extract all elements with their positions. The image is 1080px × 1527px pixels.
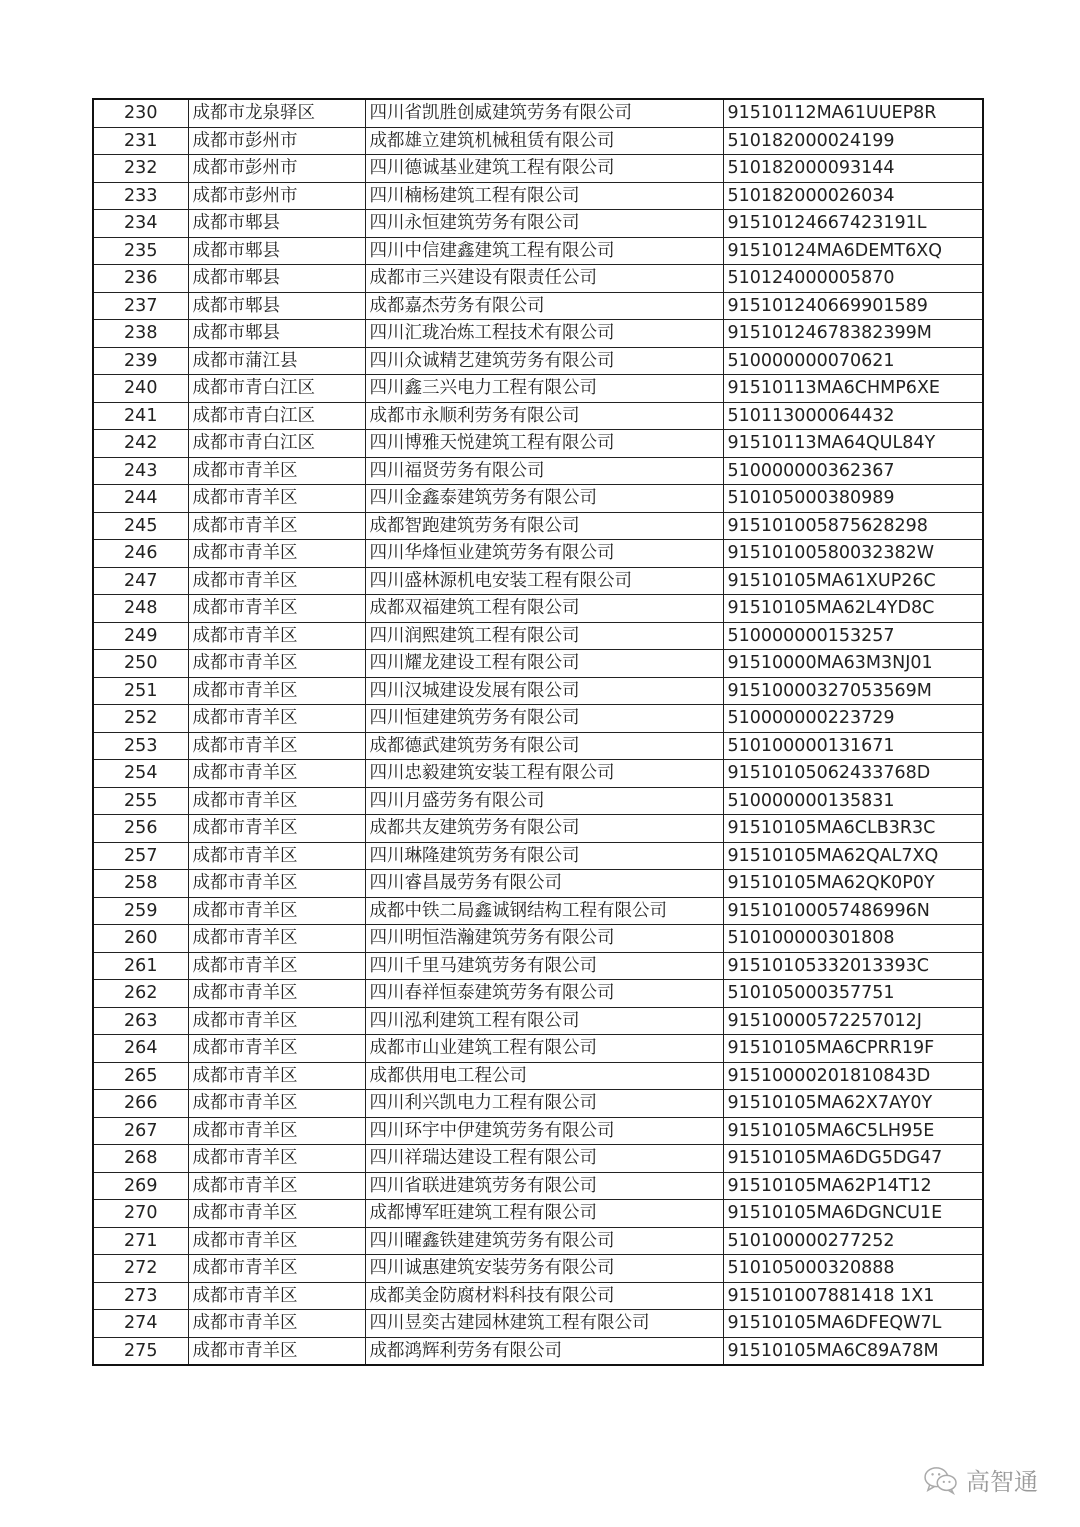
row-number-cell: 245 (93, 512, 188, 540)
table-row (93, 1035, 983, 1063)
company-name-cell: 四川曜鑫铁建建筑劳务有限公司 (365, 1227, 723, 1255)
table-row (93, 347, 983, 375)
row-number-cell: 264 (93, 1035, 188, 1063)
district-cell: 成都市青羊区 (188, 622, 365, 650)
table-row (93, 705, 983, 733)
table-row (93, 127, 983, 155)
company-name-cell: 成都博军旺建筑工程有限公司 (365, 1200, 723, 1228)
table-body (93, 99, 983, 1365)
company-name-cell: 四川润熙建筑工程有限公司 (365, 622, 723, 650)
row-number-cell: 260 (93, 925, 188, 953)
company-name-cell: 四川忠毅建筑安装工程有限公司 (365, 760, 723, 788)
table-row (93, 732, 983, 760)
district-cell: 成都市青羊区 (188, 540, 365, 568)
row-number-cell: 242 (93, 430, 188, 458)
company-name-cell: 四川省联进建筑劳务有限公司 (365, 1172, 723, 1200)
company-name-cell: 成都中铁二局鑫诚钢结构工程有限公司 (365, 897, 723, 925)
table-row (93, 1255, 983, 1283)
company-name-cell: 四川华烽恒业建筑劳务有限公司 (365, 540, 723, 568)
credit-code-cell: 91510105MA6C5LH95E (723, 1117, 983, 1145)
table-row (93, 952, 983, 980)
row-number-cell: 238 (93, 320, 188, 348)
credit-code-cell: 510000000135831 (723, 787, 983, 815)
row-number-cell: 259 (93, 897, 188, 925)
table-row (93, 210, 983, 238)
company-list-table (92, 98, 984, 1366)
company-name-cell: 四川汉城建设发展有限公司 (365, 677, 723, 705)
district-cell: 成都市青羊区 (188, 842, 365, 870)
district-cell: 成都市青羊区 (188, 1172, 365, 1200)
table-row (93, 595, 983, 623)
credit-code-cell: 91510105MA6C89A78M (723, 1337, 983, 1365)
company-name-cell: 四川春祥恒泰建筑劳务有限公司 (365, 980, 723, 1008)
district-cell: 成都市青羊区 (188, 595, 365, 623)
table-row (93, 1117, 983, 1145)
company-name-cell: 四川博雅天悦建筑工程有限公司 (365, 430, 723, 458)
table-row (93, 430, 983, 458)
district-cell: 成都市彭州市 (188, 182, 365, 210)
district-cell: 成都市青羊区 (188, 1117, 365, 1145)
table-row (93, 292, 983, 320)
company-name-cell: 成都供用电工程公司 (365, 1062, 723, 1090)
district-cell: 成都市青羊区 (188, 677, 365, 705)
district-cell: 成都市青羊区 (188, 512, 365, 540)
district-cell: 成都市青羊区 (188, 567, 365, 595)
credit-code-cell: 91510113MA64QUL84Y (723, 430, 983, 458)
company-name-cell: 四川利兴凯电力工程有限公司 (365, 1090, 723, 1118)
table-row (93, 622, 983, 650)
credit-code-cell: 91510105MA6CPRR19F (723, 1035, 983, 1063)
company-name-cell: 四川中信建鑫建筑工程有限公司 (365, 237, 723, 265)
credit-code-cell: 91510112MA61UUEP8R (723, 99, 983, 127)
district-cell: 成都市青羊区 (188, 1035, 365, 1063)
company-name-cell: 成都雄立建筑机械租赁有限公司 (365, 127, 723, 155)
row-number-cell: 247 (93, 567, 188, 595)
credit-code-cell: 510113000064432 (723, 402, 983, 430)
district-cell: 成都市郫县 (188, 237, 365, 265)
company-name-cell: 成都市三兴建设有限责任公司 (365, 265, 723, 293)
district-cell: 成都市青羊区 (188, 1310, 365, 1338)
district-cell: 成都市蒲江县 (188, 347, 365, 375)
company-name-cell: 四川耀龙建设工程有限公司 (365, 650, 723, 678)
row-number-cell: 246 (93, 540, 188, 568)
row-number-cell: 232 (93, 155, 188, 183)
credit-code-cell: 510105000357751 (723, 980, 983, 1008)
table-row (93, 842, 983, 870)
district-cell: 成都市彭州市 (188, 155, 365, 183)
row-number-cell: 244 (93, 485, 188, 513)
row-number-cell: 231 (93, 127, 188, 155)
district-cell: 成都市青白江区 (188, 375, 365, 403)
company-name-cell: 四川盛林源机电安装工程有限公司 (365, 567, 723, 595)
company-name-cell: 四川昱奕古建园林建筑工程有限公司 (365, 1310, 723, 1338)
credit-code-cell: 91510124667423191L (723, 210, 983, 238)
credit-code-cell: 91510105MA6DG5DG47 (723, 1145, 983, 1173)
credit-code-cell: 91510124678382399M (723, 320, 983, 348)
credit-code-cell: 91510100057486996N (723, 897, 983, 925)
credit-code-cell: 91510105332013393C (723, 952, 983, 980)
district-cell: 成都市青羊区 (188, 732, 365, 760)
row-number-cell: 255 (93, 787, 188, 815)
company-name-cell: 成都智跑建筑劳务有限公司 (365, 512, 723, 540)
table-row (93, 897, 983, 925)
row-number-cell: 236 (93, 265, 188, 293)
table-row (93, 787, 983, 815)
row-number-cell: 270 (93, 1200, 188, 1228)
district-cell: 成都市青羊区 (188, 870, 365, 898)
district-cell: 成都市青羊区 (188, 457, 365, 485)
credit-code-cell: 510000000153257 (723, 622, 983, 650)
district-cell: 成都市青羊区 (188, 980, 365, 1008)
company-name-cell: 四川楠杨建筑工程有限公司 (365, 182, 723, 210)
row-number-cell: 252 (93, 705, 188, 733)
table-row (93, 1090, 983, 1118)
table-row (93, 1062, 983, 1090)
row-number-cell: 265 (93, 1062, 188, 1090)
row-number-cell: 263 (93, 1007, 188, 1035)
credit-code-cell: 510182000024199 (723, 127, 983, 155)
credit-code-cell: 91510105MA62QK0P0Y (723, 870, 983, 898)
company-name-cell: 成都市山业建筑工程有限公司 (365, 1035, 723, 1063)
row-number-cell: 233 (93, 182, 188, 210)
credit-code-cell: 91510000201810843D (723, 1062, 983, 1090)
row-number-cell: 256 (93, 815, 188, 843)
row-number-cell: 237 (93, 292, 188, 320)
row-number-cell: 275 (93, 1337, 188, 1365)
district-cell: 成都市青羊区 (188, 705, 365, 733)
district-cell: 成都市郫县 (188, 265, 365, 293)
table-row (93, 1337, 983, 1365)
table-row (93, 1172, 983, 1200)
company-name-cell: 成都双福建筑工程有限公司 (365, 595, 723, 623)
company-name-cell: 成都嘉杰劳务有限公司 (365, 292, 723, 320)
table-row (93, 677, 983, 705)
district-cell: 成都市青羊区 (188, 815, 365, 843)
company-name-cell: 四川恒建建筑劳务有限公司 (365, 705, 723, 733)
district-cell: 成都市青羊区 (188, 1227, 365, 1255)
credit-code-cell: 510124000005870 (723, 265, 983, 293)
district-cell: 成都市青白江区 (188, 430, 365, 458)
district-cell: 成都市青羊区 (188, 1007, 365, 1035)
credit-code-cell: 91510000572257012J (723, 1007, 983, 1035)
credit-code-cell: 915101005875628298 (723, 512, 983, 540)
row-number-cell: 274 (93, 1310, 188, 1338)
credit-code-cell: 91510105MA61XUP26C (723, 567, 983, 595)
table-row (93, 815, 983, 843)
credit-code-cell: 91510113MA6CHMP6XE (723, 375, 983, 403)
row-number-cell: 249 (93, 622, 188, 650)
table-row (93, 1200, 983, 1228)
company-name-cell: 四川睿昌晟劳务有限公司 (365, 870, 723, 898)
table-row (93, 512, 983, 540)
company-name-cell: 四川明恒浩瀚建筑劳务有限公司 (365, 925, 723, 953)
table-row (93, 980, 983, 1008)
credit-code-cell: 91510105MA6DGNCU1E (723, 1200, 983, 1228)
row-number-cell: 261 (93, 952, 188, 980)
company-name-cell: 四川琳隆建筑劳务有限公司 (365, 842, 723, 870)
district-cell: 成都市青羊区 (188, 787, 365, 815)
credit-code-cell: 510105000380989 (723, 485, 983, 513)
district-cell: 成都市郫县 (188, 292, 365, 320)
table-row (93, 870, 983, 898)
company-name-cell: 四川德诚基业建筑工程有限公司 (365, 155, 723, 183)
credit-code-cell: 510105000320888 (723, 1255, 983, 1283)
district-cell: 成都市郫县 (188, 320, 365, 348)
watermark-text: 高智通 (966, 1468, 1038, 1496)
credit-code-cell: 510182000026034 (723, 182, 983, 210)
table-row (93, 265, 983, 293)
credit-code-cell: 91510000MA63M3NJ01 (723, 650, 983, 678)
company-name-cell: 成都市永顺利劳务有限公司 (365, 402, 723, 430)
credit-code-cell: 510100000301808 (723, 925, 983, 953)
district-cell: 成都市青羊区 (188, 485, 365, 513)
credit-code-cell: 510100000131671 (723, 732, 983, 760)
wechat-icon (922, 1465, 960, 1495)
row-number-cell: 234 (93, 210, 188, 238)
company-name-cell: 四川诚惠建筑安装劳务有限公司 (365, 1255, 723, 1283)
district-cell: 成都市青羊区 (188, 1145, 365, 1173)
table-row (93, 1227, 983, 1255)
row-number-cell: 230 (93, 99, 188, 127)
table-row (93, 155, 983, 183)
district-cell: 成都市青羊区 (188, 1255, 365, 1283)
credit-code-cell: 510000000070621 (723, 347, 983, 375)
row-number-cell: 254 (93, 760, 188, 788)
district-cell: 成都市青羊区 (188, 925, 365, 953)
table-row (93, 760, 983, 788)
credit-code-cell: 91510105MA6DFEQW7L (723, 1310, 983, 1338)
credit-code-cell: 91510105MA6CLB3R3C (723, 815, 983, 843)
table-row (93, 375, 983, 403)
credit-code-cell: 91510000327053569M (723, 677, 983, 705)
district-cell: 成都市青羊区 (188, 897, 365, 925)
row-number-cell: 262 (93, 980, 188, 1008)
row-number-cell: 253 (93, 732, 188, 760)
company-name-cell: 四川祥瑞达建设工程有限公司 (365, 1145, 723, 1173)
credit-code-cell: 510000000223729 (723, 705, 983, 733)
credit-code-cell: 915101007881418 1X1 (723, 1282, 983, 1310)
table-row (93, 567, 983, 595)
table-row (93, 182, 983, 210)
credit-code-cell: 91510100580032382W (723, 540, 983, 568)
table-row (93, 1007, 983, 1035)
row-number-cell: 241 (93, 402, 188, 430)
credit-code-cell: 91510124MA6DEMT6XQ (723, 237, 983, 265)
table-row (93, 99, 983, 127)
row-number-cell: 271 (93, 1227, 188, 1255)
watermark (922, 1462, 1038, 1497)
district-cell: 成都市青白江区 (188, 402, 365, 430)
row-number-cell: 251 (93, 677, 188, 705)
district-cell: 成都市青羊区 (188, 1200, 365, 1228)
company-name-cell: 四川泓利建筑工程有限公司 (365, 1007, 723, 1035)
row-number-cell: 267 (93, 1117, 188, 1145)
table-row (93, 650, 983, 678)
company-name-cell: 四川环宇中伊建筑劳务有限公司 (365, 1117, 723, 1145)
row-number-cell: 266 (93, 1090, 188, 1118)
district-cell: 成都市青羊区 (188, 952, 365, 980)
company-name-cell: 四川众诚精艺建筑劳务有限公司 (365, 347, 723, 375)
district-cell: 成都市龙泉驿区 (188, 99, 365, 127)
table-row (93, 925, 983, 953)
company-name-cell: 四川金鑫泰建筑劳务有限公司 (365, 485, 723, 513)
district-cell: 成都市郫县 (188, 210, 365, 238)
district-cell: 成都市青羊区 (188, 1062, 365, 1090)
row-number-cell: 250 (93, 650, 188, 678)
row-number-cell: 243 (93, 457, 188, 485)
row-number-cell: 269 (93, 1172, 188, 1200)
district-cell: 成都市青羊区 (188, 650, 365, 678)
district-cell: 成都市青羊区 (188, 760, 365, 788)
credit-code-cell: 510000000362367 (723, 457, 983, 485)
row-number-cell: 248 (93, 595, 188, 623)
credit-code-cell: 91510105MA62L4YD8C (723, 595, 983, 623)
table-row (93, 237, 983, 265)
district-cell: 成都市青羊区 (188, 1337, 365, 1365)
table-row (93, 1310, 983, 1338)
row-number-cell: 272 (93, 1255, 188, 1283)
company-name-cell: 成都德武建筑劳务有限公司 (365, 732, 723, 760)
credit-code-cell: 91510105MA62QAL7XQ (723, 842, 983, 870)
company-name-cell: 四川月盛劳务有限公司 (365, 787, 723, 815)
company-name-cell: 四川千里马建筑劳务有限公司 (365, 952, 723, 980)
row-number-cell: 235 (93, 237, 188, 265)
row-number-cell: 240 (93, 375, 188, 403)
company-name-cell: 四川鑫三兴电力工程有限公司 (365, 375, 723, 403)
company-name-cell: 成都美金防腐材料科技有限公司 (365, 1282, 723, 1310)
row-number-cell: 273 (93, 1282, 188, 1310)
company-name-cell: 四川汇珑冶炼工程技术有限公司 (365, 320, 723, 348)
company-name-cell: 四川省凯胜创威建筑劳务有限公司 (365, 99, 723, 127)
table-row (93, 1145, 983, 1173)
credit-code-cell: 510182000093144 (723, 155, 983, 183)
credit-code-cell: 915101240669901589 (723, 292, 983, 320)
row-number-cell: 239 (93, 347, 188, 375)
table-row (93, 402, 983, 430)
credit-code-cell: 91510105MA62X7AY0Y (723, 1090, 983, 1118)
company-name-cell: 四川永恒建筑劳务有限公司 (365, 210, 723, 238)
table-row (93, 1282, 983, 1310)
credit-code-cell: 91510105062433768D (723, 760, 983, 788)
company-name-cell: 成都共友建筑劳务有限公司 (365, 815, 723, 843)
credit-code-cell: 91510105MA62P14T12 (723, 1172, 983, 1200)
company-name-cell: 四川福贤劳务有限公司 (365, 457, 723, 485)
company-name-cell: 成都鸿辉利劳务有限公司 (365, 1337, 723, 1365)
credit-code-cell: 510100000277252 (723, 1227, 983, 1255)
row-number-cell: 258 (93, 870, 188, 898)
table-row (93, 540, 983, 568)
district-cell: 成都市青羊区 (188, 1282, 365, 1310)
table-row (93, 320, 983, 348)
district-cell: 成都市彭州市 (188, 127, 365, 155)
table-row (93, 485, 983, 513)
table-row (93, 457, 983, 485)
district-cell: 成都市青羊区 (188, 1090, 365, 1118)
row-number-cell: 268 (93, 1145, 188, 1173)
row-number-cell: 257 (93, 842, 188, 870)
